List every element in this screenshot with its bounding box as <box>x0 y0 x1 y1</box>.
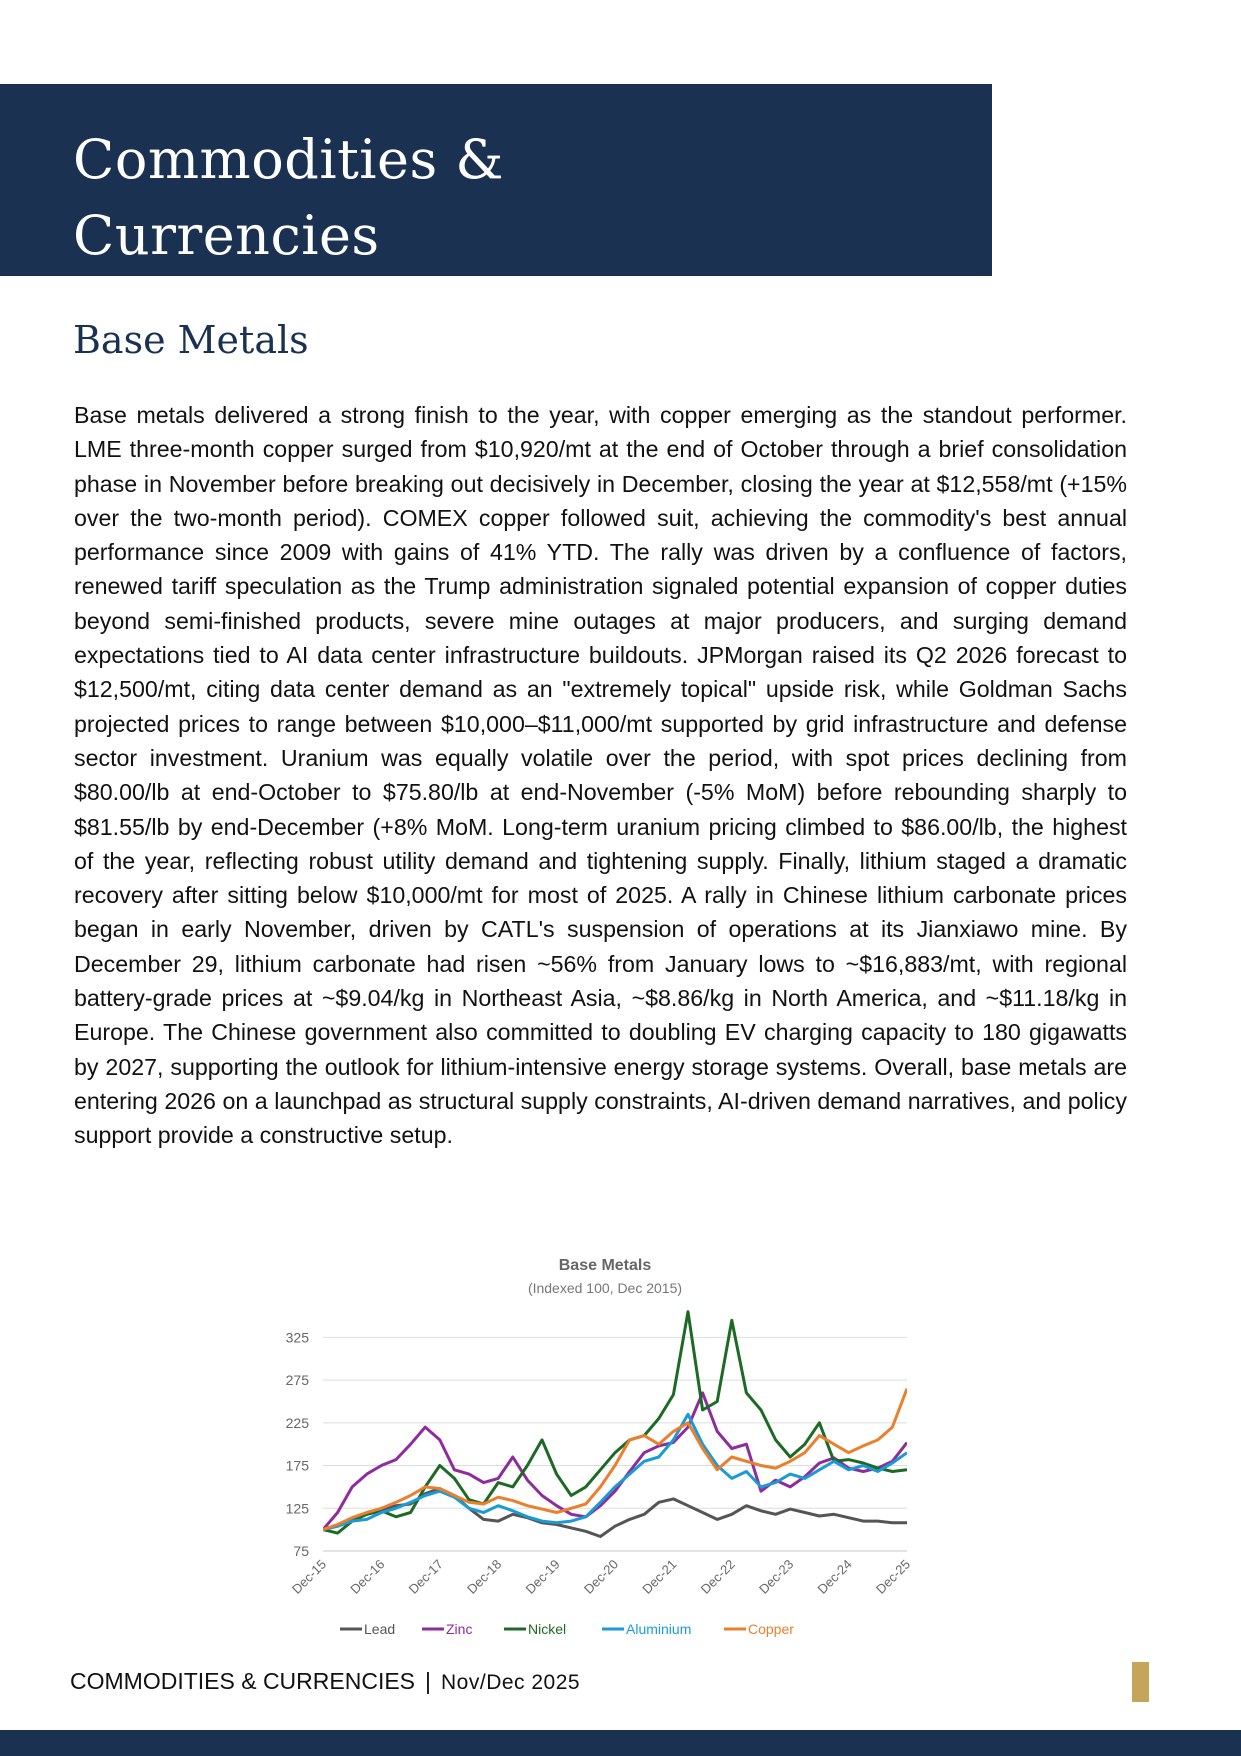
footer-separator: | <box>425 1668 432 1694</box>
footer-label: COMMODITIES & CURRENCIES <box>70 1668 416 1694</box>
x-tick-label: Dec-23 <box>756 1556 797 1597</box>
y-tick-label: 125 <box>285 1500 309 1517</box>
chart-svg <box>255 1248 935 1648</box>
x-tick-label: Dec-25 <box>872 1556 914 1597</box>
base-metals-chart <box>255 1248 935 1648</box>
x-tick-label: Dec-20 <box>580 1556 622 1597</box>
x-tick-label: Dec-22 <box>697 1556 738 1597</box>
chart-subtitle: (Indexed 100, Dec 2015) <box>527 1280 683 1296</box>
y-tick-label: 275 <box>285 1372 309 1389</box>
footer-date: Nov/Dec 2025 <box>441 1671 581 1694</box>
footer <box>70 1668 580 1695</box>
title-banner <box>0 84 992 276</box>
body-paragraph: Base metals delivered a strong finish to the year, with copper emerging as the standout performer. LME three-month copper surged from $10,920/mt at the end of October through a brief consolidation phase in November before breaking out decisively in December, closing the year at $12,558/mt (+15% over the two-month period). COMEX copper followed suit, achieving the commodity's best annual performance since 2009 with gains of 41% YTD. The rally was driven by a confluence of factors, renewed tariff speculation as the Trump administration signaled potential expansion of copper duties beyond semi-finished products, severe mine outages at major producers, and surging demand expectations tied to AI data center infrastructure buildouts. JPMorgan raised its Q2 2026 forecast to $12,500/mt, citing data center demand as an "extremely topical" upside risk, while Goldman Sachs projected prices to range between $10,000–$11,000/mt supported by grid infrastructure and defense sector investment. Uranium was equally volatile over the period, with spot prices declining from $80.00/lb at end-October to $75.80/lb at end-November (-5% MoM) before rebounding sharply to $81.55/lb by end-December (+8% MoM. Long-term uranium pricing climbed to $86.00/lb, the highest of the year, reflecting robust utility demand and tightening supply. Finally, lithium staged a dramatic recovery after sitting below $10,000/mt for most of 2025. A rally in Chinese lithium carbonate prices began in early November, driven by CATL's suspension of operations at its Jianxiawo mine. By December 29, lithium carbonate had risen ~56% from January lows to ~$16,883/mt, with regional battery-grade prices at ~$9.04/kg in Northeast Asia, ~$8.86/kg in North America, and ~$11.18/kg in Europe. The Chinese government also committed to doubling EV charging capacity to 180 gigawatts by 2027, supporting the outlook for lithium-intensive energy storage systems. Overall, base metals are entering 2026 on a launchpad as structural supply constraints, AI-driven demand narratives, and policy support provide a constructive setup. <box>74 402 1127 1149</box>
x-tick-label: Dec-21 <box>639 1556 680 1597</box>
series-line-zinc <box>323 1393 907 1530</box>
x-tick-label: Dec-15 <box>288 1556 330 1597</box>
chart-title: Base Metals <box>558 1257 652 1274</box>
y-tick-label: 325 <box>285 1329 309 1346</box>
x-tick-label: Dec-16 <box>347 1556 388 1597</box>
x-tick-label: Dec-19 <box>522 1556 563 1597</box>
y-tick-label: 225 <box>285 1414 309 1431</box>
legend-label-aluminium: Aluminium <box>626 1621 692 1637</box>
legend-label-lead: Lead <box>364 1621 396 1637</box>
legend-label-nickel: Nickel <box>528 1621 567 1637</box>
section-title: Base Metals <box>73 318 309 362</box>
y-tick-label: 175 <box>285 1457 309 1474</box>
x-tick-label: Dec-17 <box>405 1556 446 1597</box>
x-tick-label: Dec-24 <box>814 1556 855 1597</box>
banner-title-line-2: Currencies <box>73 204 380 267</box>
bottom-bar <box>0 1730 1241 1756</box>
legend-label-copper: Copper <box>748 1621 794 1637</box>
x-tick-label: Dec-18 <box>464 1556 505 1597</box>
gold-accent-block <box>1132 1662 1149 1702</box>
banner-title-line-1: Commodities & <box>73 128 504 191</box>
legend-label-zinc: Zinc <box>446 1621 473 1637</box>
y-tick-label: 75 <box>293 1543 309 1559</box>
